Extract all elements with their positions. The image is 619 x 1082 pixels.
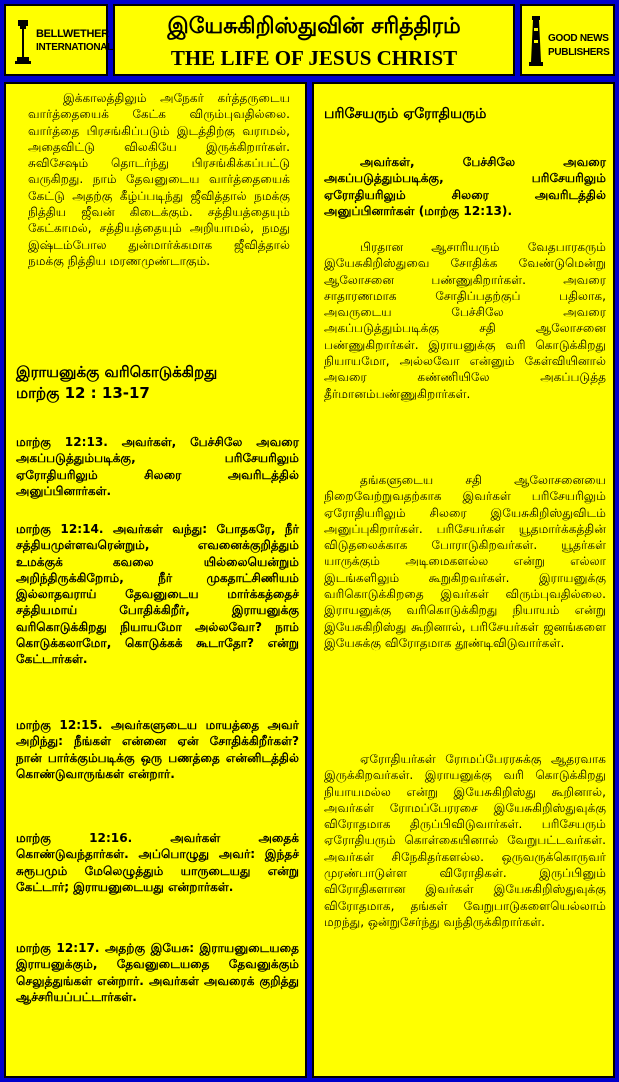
right-paragraph-2: தங்களுடைய சதி ஆலோசனையை நிறைவேற்றுவதற்காக இவர்கள் பரிசேயரிலும் ஏரோதியரிலும் சிலரை இயேசுகிறிஸ்துவிடம் அனுப்புகிறார்கள். பரிசேயர்கள் யூதமார்க்கத்தின் விடுதலைக்காக போராடுகிறவர்கள். யூதர்கள் யாருக்கும் அடிமைகளல்ல என்று எல்லா இடங்களிலும் கூறுகிறவர்கள். இராயனுக்கு வரிகொடுக்கிறதை இவர்கள் விரும்புவதில்லை. இராயனுக்கு வரிகொடுக்கிறது நியாயம் என்று இயேசுகிறிஸ்து கூறினால், பரிசேயர்கள் ஜனங்களை இயேசுக்கு விரோதமாக தூண்டிவிடுவார்கள். bbox=[324, 473, 606, 650]
page-title-tamil: இயேசுகிறிஸ்துவின் சரித்திரம் bbox=[167, 14, 461, 39]
page-title-english: THE LIFE OF JESUS CHRIST bbox=[170, 46, 458, 70]
left-logo-line1: BELLWETHER bbox=[36, 28, 109, 40]
right-logo-line1: GOOD NEWS bbox=[548, 33, 609, 44]
right-paragraph-1: பிரதான ஆசாரியரும் வேதபாரகரும் இயேசுகிறிஸ்துவை சோதிக்க வேண்டுமென்று ஆலோசனை பண்ணுகிறார்கள். அவரை சாதாரணமாக சோதிப்பதற்குப் பதிலாக, அவருடைய பேச்சிலே அவரை அகப்படுத்தும்படிக்கு சதி ஆலோசனை பண்ணுகிறார்கள். இராயனுக்கு வரி கொடுக்கிறது நியாயமோ, அல்லவோ என்னும் கேள்வியினால் அவரை கண்ணியிலே அகப்படுத்த தீர்மானம்பண்ணுகிறார்கள். bbox=[324, 240, 606, 401]
left-column bbox=[4, 82, 307, 1078]
left-logo-line2: INTERNATIONAL bbox=[36, 42, 114, 53]
section-heading-reference: மாற்கு 12 : 13-17 bbox=[16, 384, 150, 402]
lamp-post-icon bbox=[14, 18, 32, 64]
section-heading bbox=[16, 362, 301, 404]
verse-12-15: மாற்கு 12:15. அவர்களுடைய மாயத்தை அவர் அறிந்து: நீங்கள் என்னை ஏன் சோதிக்கிறீர்கள்? நான் பார்க்கும்படிக்கு ஒரு பணத்தை என்னிடத்தில் கொண்டுவாருங்கள் என்றார். bbox=[16, 718, 299, 781]
key-verse-quote: அவர்கள், பேச்சிலே அவரை அகப்படுத்தும்படிக்கு, பரிசேயரிலும் ஏரோதியரிலும் சிலரை அவரிடத்தில் அனுப்பினார்கள் (மாற்கு 12:13). bbox=[324, 155, 606, 218]
good-news-logo bbox=[520, 4, 615, 76]
right-column bbox=[312, 82, 615, 1078]
right-logo-line2: PUBLISHERS bbox=[548, 47, 610, 58]
intro-paragraph: இக்காலத்திலும் அநேகர் கர்த்தருடைய வார்த்தையைக் கேட்க விரும்புவதில்லை. வார்த்தை பிரசங்கிப்படும் இடத்திற்கு வராமல், அதைவிட்டு விலகியே இருக்கிறார்கள். சுவிசேஷம் தொடர்ந்து பிரசங்கிக்கப்பட்டு வருகிறது. நாம் தேவனுடைய வார்த்தையைக் கேட்டு அதற்கு கீழ்ப்படிந்து ஜீவித்தால் நமக்கு நித்திய ஜீவன் கிடைக்கும். சத்தியத்தையும் கேட்காமல், சத்தியத்தையும் அறியாமல், நமது இஷ்டம்போல துன்மார்க்கமாக ஜீவித்தால் நமக்கு நித்திய மரணமுண்டாகும். bbox=[28, 91, 290, 268]
lighthouse-icon bbox=[528, 14, 544, 68]
verse-12-17: மாற்கு 12:17. அதற்கு இயேசு: இராயனுடையதை இராயனுக்கும், தேவனுடையதை தேவனுக்கும் செலுத்துங்கள் என்றார். அவர்கள் அவரைக் குறித்து ஆச்சரியப்பட்டார்கள். bbox=[16, 941, 299, 1004]
verse-12-13: மாற்கு 12:13. அவர்கள், பேச்சிலே அவரை அகப்படுத்தும்படிக்கு, பரிசேயரிலும் ஏரோதியரிலும் சிலரை அவரிடத்தில் அனுப்பினார்கள். bbox=[16, 435, 299, 498]
section-heading-title: இராயனுக்கு வரிகொடுக்கிறது bbox=[16, 363, 218, 381]
title-banner bbox=[113, 4, 515, 76]
right-section-heading: பரிசேயரும் ஏரோதியரும் bbox=[324, 106, 487, 122]
bellwether-logo bbox=[4, 4, 114, 76]
verse-12-14: மாற்கு 12:14. அவர்கள் வந்து: போதகரே, நீர் சத்தியமுள்ளவரென்றும், எவனைக்குறித்தும் உமக்குக் கவலை யில்லையென்றும் அறிந்திருக்கிறோம், நீர் முகதாட்சிணியம் இல்லாதவராய் தேவனுடைய மார்க்கத்தைச் சத்தியமாய் போதிக்கிறீர், இராயனுக்கு வரிகொடுக்கிறது நியாயமோ அல்லவோ? நாம் கொடுக்கலாமோ, கொடுக்கக் கூடாதோ? என்று கேட்டார்கள். bbox=[16, 522, 299, 667]
right-paragraph-3: ஏரோதியர்கள் ரோமப்பேரரசுக்கு ஆதரவாக இருக்கிறவர்கள். இராயனுக்கு வரி கொடுக்கிறது நியாயமல்ல என்று இயேசுகிறிஸ்து கூறினால், அவர்கள் ரோமப்பேரரசை இயேசுகிறிஸ்துவுக்கு விரோதமாக திருப்பிவிடுவார்கள். பரிசேயரும் ஏரோதியரும் கொள்கையினால் வேறுபட்டவர்கள். அவர்கள் சிநேகிதர்களல்ல. ஒருவருக்கொருவர் முரண்பாடுள்ள விரோதிகள். இருப்பினும் விரோதிகளான இவர்கள் இயேசுகிறிஸ்துவுக்கு விரோதமாக, தங்கள் வேறுபாடுகளையெல்லாம் மறந்து, ஒன்றுசேர்ந்து வந்திருக்கிறார்கள். bbox=[324, 752, 606, 929]
verse-12-16: மாற்கு 12:16. அவர்கள் அதைக் கொண்டுவந்தார்கள். அப்பொழுது அவர்: இந்தச் சுரூபமும் மேலெழுத்தும் யாருடையது என்று கேட்டார்; இராயனுடையது என்றார்கள். bbox=[16, 831, 299, 894]
